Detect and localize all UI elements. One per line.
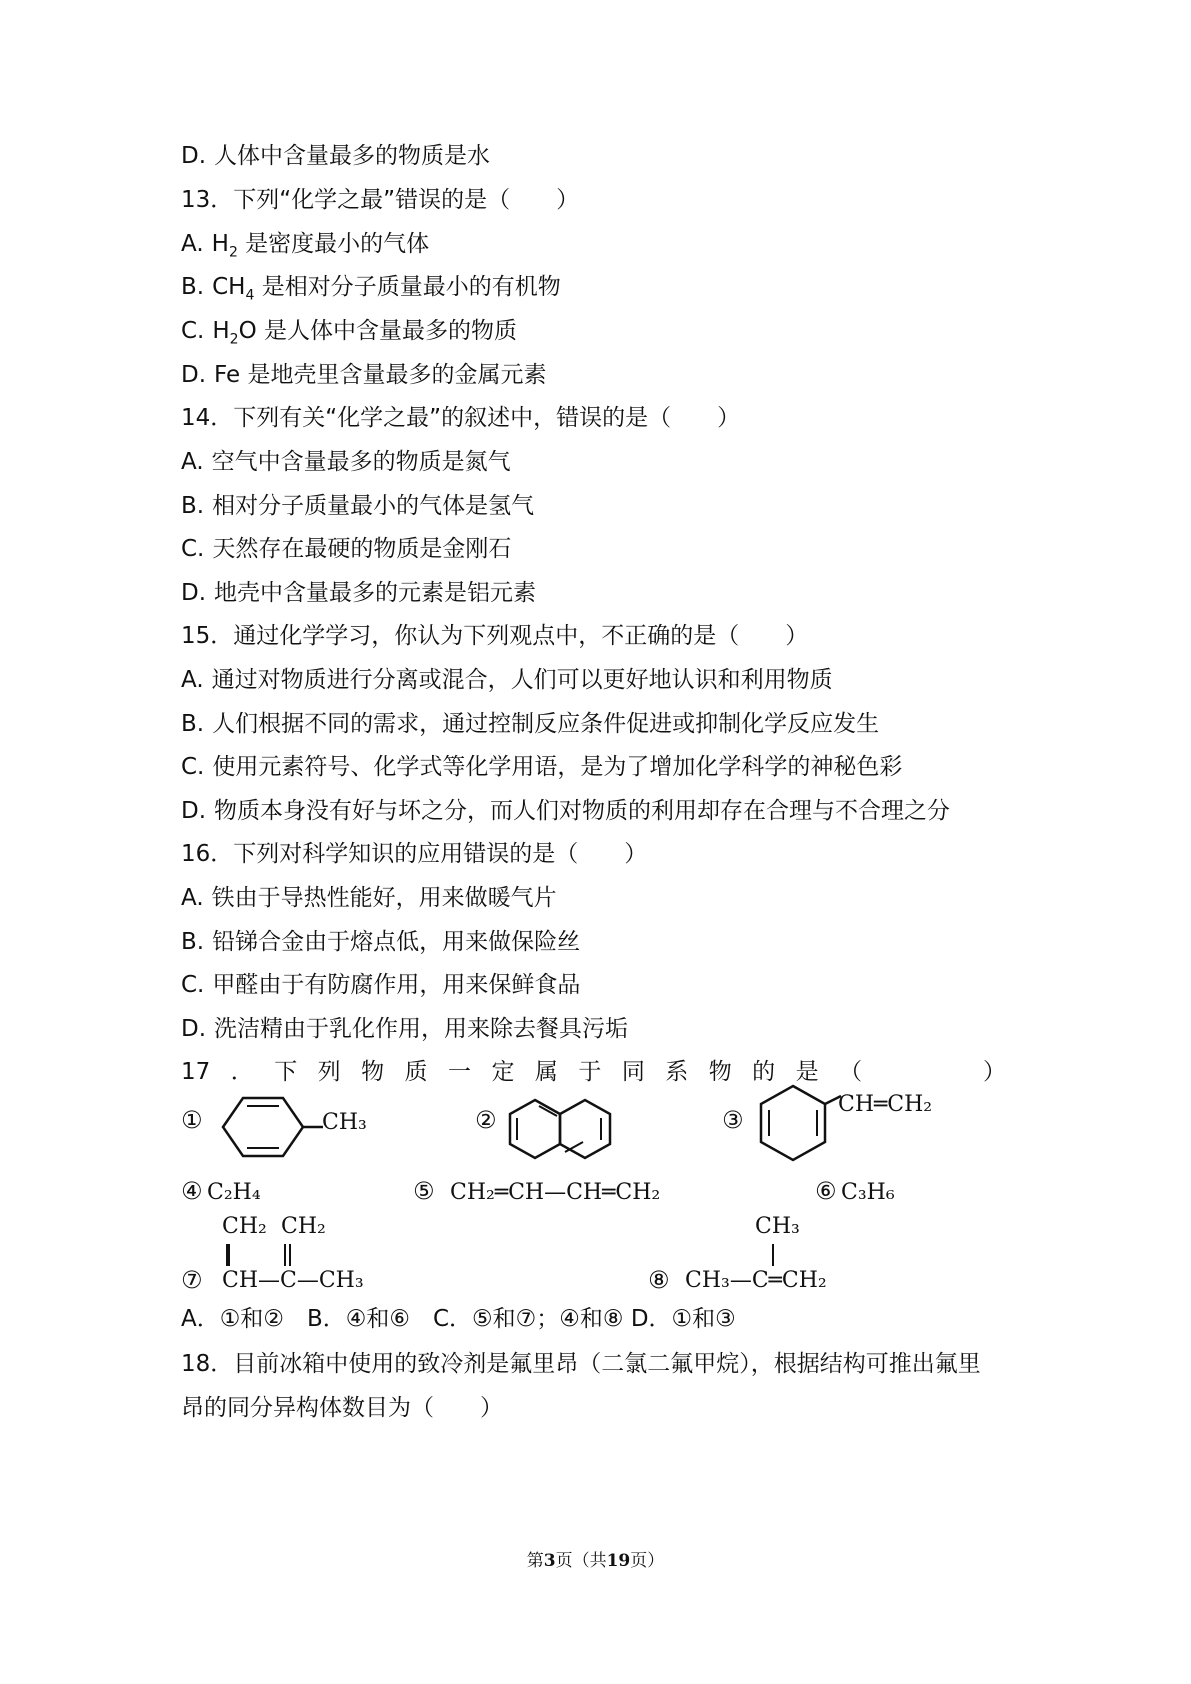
stem-char: 17 (181, 1059, 211, 1085)
struct-3-group: CH═CH₂ (838, 1092, 933, 1117)
q18-line2: 昂的同分异构体数目为（ ） (181, 1395, 503, 1421)
formula: O (238, 318, 257, 344)
q15-option-c (181, 752, 902, 782)
q16-option-a (181, 883, 557, 913)
page-number: 3 (543, 1551, 556, 1571)
stem-char: 物 (361, 1059, 385, 1085)
q13-option-d (181, 360, 546, 390)
option-text: 铁由于导热性能好，用来做暖气片 (211, 885, 557, 911)
q15-option-d (181, 796, 950, 826)
option-label: A. (181, 885, 204, 911)
option-label: C. (181, 972, 205, 998)
option-text: 人体中含量最多的物质是水 (214, 143, 491, 169)
formula: H (211, 231, 229, 257)
q16-option-b (181, 927, 580, 957)
option-label: A. (181, 231, 204, 257)
option-text: 是人体中含量最多的物质 (264, 318, 518, 344)
option-text: 甲醛由于有防腐作用，用来保鲜食品 (212, 972, 581, 998)
option-label: C. (181, 754, 205, 780)
option-text: 是地壳里含量最多的金属元素 (247, 362, 547, 388)
struct-4-formula: C₂H₄ (207, 1180, 261, 1205)
q15-stem: 15．通过化学学习，你认为下列观点中，不正确的是（ ） (181, 623, 809, 649)
q18-line1: 18．目前冰箱中使用的致冷剂是氟里昂（二氯二氟甲烷），根据结构可推出氟里 (181, 1351, 981, 1377)
stem-char: 质 (404, 1059, 428, 1085)
q14-option-d (181, 578, 536, 608)
struct-number: ④ (181, 1177, 203, 1205)
struct-7-top1: CH₂ (222, 1214, 267, 1239)
q15-option-b (181, 709, 879, 739)
struct-number: ⑦ (181, 1266, 203, 1294)
stem-char: 列 (317, 1059, 341, 1085)
struct-8-bottom: CH₃—C═CH₂ (685, 1268, 827, 1293)
option-text: 是相对分子质量最小的有机物 (261, 274, 561, 300)
option-text: 铅锑合金由于熔点低，用来做保险丝 (212, 929, 581, 955)
stem-char: 系 (665, 1059, 689, 1085)
struct-number: ① (181, 1106, 203, 1134)
option-label: B. (181, 274, 205, 300)
option-label: D. (181, 1016, 207, 1042)
struct-8-bond (765, 1240, 785, 1270)
q13-option-a (181, 229, 429, 259)
stem-char: 同 (621, 1059, 645, 1085)
struct-8-top: CH₃ (755, 1214, 800, 1239)
q17-options: A．①和② B．④和⑥ C．⑤和⑦；④和⑧ D．①和③ (181, 1306, 736, 1332)
struct-7-top2: CH₂ (281, 1214, 326, 1239)
q16-stem: 16．下列对科学知识的应用错误的是（ ） (181, 841, 648, 867)
option-label: D. (181, 798, 207, 824)
struct-6-formula: C₃H₆ (841, 1180, 895, 1205)
stem-char: 一 (448, 1059, 471, 1085)
formula: H (212, 318, 230, 344)
struct-1-group: CH₃ (322, 1110, 367, 1135)
q12-option-d (181, 141, 490, 171)
q14-stem: 14．下列有关“化学之最”的叙述中，错误的是（ ） (181, 405, 741, 431)
option-label: B. (181, 929, 205, 955)
page-total: 19 (606, 1551, 631, 1571)
option-label: B. (181, 493, 205, 519)
formula: Fe (214, 362, 241, 388)
struct-7-bottom: CH—C—CH₃ (222, 1268, 364, 1293)
struct-number: ⑧ (648, 1266, 670, 1294)
option-label: A. (181, 449, 204, 475)
stem-char: 定 (491, 1059, 515, 1085)
struct-7-bonds (220, 1240, 320, 1270)
option-text: 使用元素符号、化学式等化学用语，是为了增加化学科学的神秘色彩 (212, 754, 903, 780)
benzene-ring-1 (215, 1092, 325, 1162)
option-label: B. (181, 711, 205, 737)
stem-char: 属 (534, 1059, 558, 1085)
struct-number: ③ (722, 1106, 744, 1134)
option-text: 通过对物质进行分离或混合，人们可以更好地认识和利用物质 (211, 667, 833, 693)
option-text: 相对分子质量最小的气体是氢气 (212, 493, 535, 519)
page-footer (0, 1546, 1191, 1571)
q13-option-b (181, 272, 561, 302)
option-label: C. (181, 536, 205, 562)
option-text: 天然存在最硬的物质是金刚石 (212, 536, 512, 562)
q15-option-a (181, 665, 833, 695)
stem-char: 于 (578, 1059, 602, 1085)
subscript: 2 (229, 331, 239, 348)
q14-option-c (181, 534, 511, 564)
subscript: 2 (228, 244, 238, 261)
formula: CH (212, 274, 246, 300)
footer-text: 页（共 (555, 1551, 607, 1571)
q14-option-a (181, 447, 511, 477)
naphthalene-rings (505, 1080, 615, 1180)
struct-number: ② (475, 1106, 497, 1134)
stem-char: ） (982, 1059, 1006, 1085)
q13-option-c (181, 316, 517, 346)
q14-option-b (181, 491, 534, 521)
stem-char: 是 (795, 1059, 819, 1085)
option-label: D. (181, 143, 207, 169)
struct-number: ⑥ (815, 1177, 837, 1205)
q16-option-c (181, 970, 580, 1000)
option-text: 物质本身没有好与坏之分，而人们对物质的利用却存在合理与不合理之分 (214, 798, 951, 824)
subscript: 4 (245, 287, 255, 304)
footer-text: 页） (630, 1551, 665, 1571)
option-label: D. (181, 580, 207, 606)
option-text: 人们根据不同的需求，通过控制反应条件促进或抑制化学反应发生 (212, 711, 880, 737)
option-label: C. (181, 318, 205, 344)
stem-char: 的 (752, 1059, 776, 1085)
option-text: 洗洁精由于乳化作用，用来除去餐具污垢 (214, 1016, 629, 1042)
option-text: 地壳中含量最多的元素是铝元素 (214, 580, 537, 606)
option-label: D. (181, 362, 207, 388)
struct-5-formula: CH₂═CH—CH═CH₂ (450, 1180, 661, 1205)
q13-stem: 13．下列“化学之最”错误的是（ ） (181, 187, 580, 213)
answer-blank (883, 1057, 963, 1087)
footer-text: 第 (526, 1551, 544, 1571)
option-label: A. (181, 667, 204, 693)
stem-char: ． (230, 1059, 254, 1085)
stem-char: （ (839, 1059, 863, 1085)
stem-char: 物 (708, 1059, 732, 1085)
benzene-ring-3 (755, 1082, 845, 1172)
option-text: 空气中含量最多的物质是氮气 (211, 449, 511, 475)
option-text: 是密度最小的气体 (245, 231, 430, 257)
struct-number: ⑤ (413, 1177, 435, 1205)
stem-char: 下 (274, 1059, 298, 1085)
q16-option-d (181, 1014, 628, 1044)
